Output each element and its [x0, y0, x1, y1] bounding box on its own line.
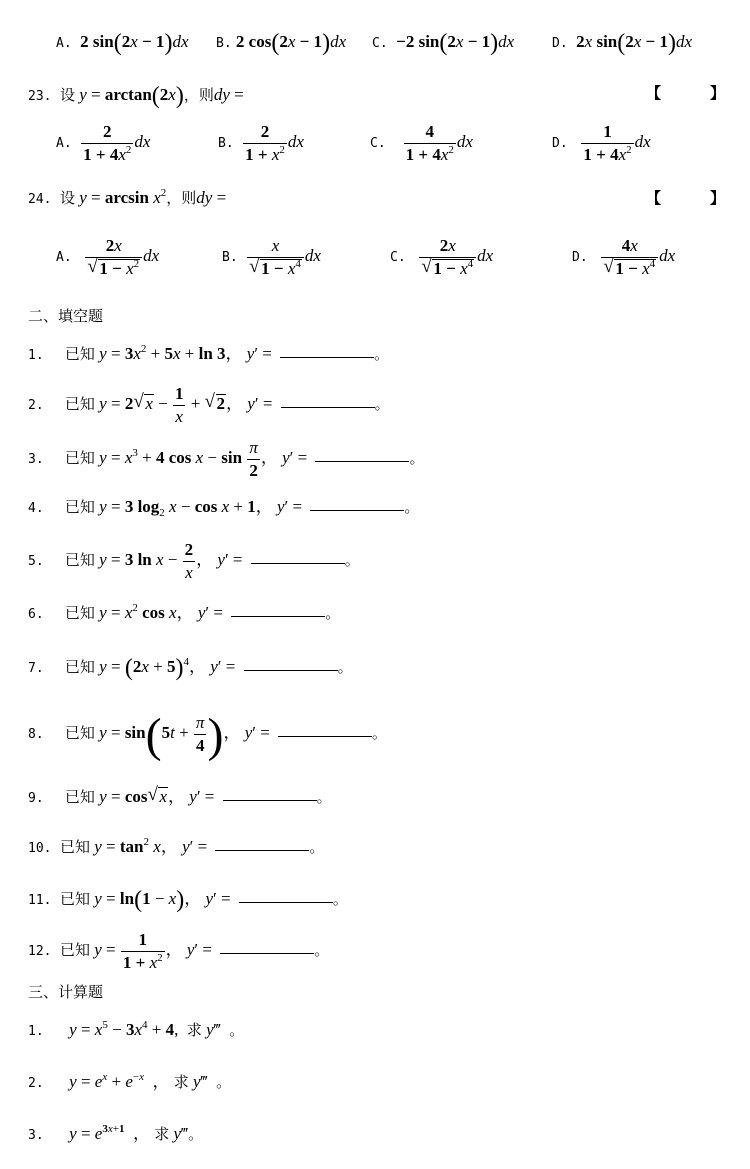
calc-item-2: 2. $y = e^x + e^{-x}$ ， 求 y‴ 。	[28, 1071, 232, 1091]
ask-text: 求	[154, 1125, 170, 1143]
item-number: 2.	[28, 1076, 44, 1091]
question-text: 设	[59, 86, 75, 104]
punct: 。	[372, 724, 388, 742]
fill-item-1: 1. 已知 $y = 3x^2 + 5x + \ln 3$， y′ = 。	[28, 343, 390, 363]
answer-blank[interactable]	[220, 952, 314, 954]
answer-blank[interactable]	[315, 460, 409, 462]
punct: 。	[314, 940, 330, 959]
fill-item-2: 2. 已知 y = 2 √ x − $\frac{1}{x}$ + √ 2， y′ = 。	[28, 384, 390, 426]
punct: 。	[374, 345, 390, 363]
section-title: 三、计算题	[28, 983, 104, 1001]
item-number: 10.	[28, 841, 52, 856]
item-prefix: 已知	[64, 788, 95, 806]
item-prefix: 已知	[59, 940, 90, 959]
item-prefix: 已知	[64, 394, 95, 413]
ask-text: 求	[173, 1073, 189, 1091]
option-label: D.	[552, 135, 568, 151]
punct: 。	[229, 1021, 245, 1039]
q23-option-a: A. $\frac{2}{1 + 4x^2}$ dx	[56, 122, 151, 164]
item-prefix: 已知	[64, 345, 95, 363]
item-prefix: 已知	[59, 838, 90, 856]
q23-option-c: C. $\frac{4}{1 + 4x^2}$ dx	[370, 122, 473, 164]
option-label: C.	[390, 250, 406, 266]
q23-option-d: D. $\frac{1}{1 + 4x^2}$ dx	[552, 122, 651, 164]
answer-bracket-open: 【	[646, 189, 662, 207]
fill-item-4: 4. 已知 y = 3 $\log_2 x - \cos x + 1$， y′ = 。	[28, 497, 420, 519]
option-label: D.	[572, 250, 588, 266]
item-prefix: 已知	[64, 498, 95, 516]
option-label: C.	[370, 135, 386, 151]
answer-blank[interactable]	[278, 735, 372, 737]
q22-option-d: D. 2x sin(2x − 1)dx	[552, 30, 693, 56]
option-label: A.	[56, 250, 72, 266]
item-number: 8.	[28, 727, 44, 742]
item-number: 7.	[28, 661, 44, 676]
answer-blank[interactable]	[244, 669, 338, 671]
option-label: B.	[222, 250, 238, 266]
item-number: 12.	[28, 943, 52, 959]
punct: 。	[316, 788, 332, 806]
item-number: 1.	[28, 1024, 44, 1039]
option-label: D.	[552, 36, 568, 51]
answer-blank[interactable]	[280, 356, 374, 358]
item-number: 3.	[28, 451, 44, 467]
punct: 。	[332, 890, 348, 908]
answer-blank[interactable]	[231, 615, 325, 617]
item-prefix: 已知	[64, 448, 95, 467]
q24-option-a: A. 2x √ $1 - x^2$ dx	[56, 236, 160, 278]
q24-option-b: B. x √ $1 - x^4$ dx	[222, 236, 321, 278]
q22-option-c: C. −2 sin(2x − 1)dx	[372, 30, 515, 56]
question-text: 设	[59, 189, 75, 207]
calc-item-1: 1. $y = x^5 - 3x^4 + 4$, 求 y‴ 。	[28, 1019, 245, 1039]
item-number: 4.	[28, 501, 44, 516]
answer-blank[interactable]	[281, 406, 375, 408]
answer-bracket-close: 】	[710, 84, 726, 102]
question-number: 23.	[28, 89, 52, 104]
answer-blank[interactable]	[223, 799, 317, 801]
option-label: C.	[372, 36, 388, 51]
fill-item-9: 9. 已知 y = cos √ x， y′ = 。	[28, 784, 332, 806]
calc-item-3: 3. $y = e^{3x+1}$ ， 求 y‴。	[28, 1123, 204, 1143]
q22-option-b: B. 2 cos(2x − 1)dx	[216, 30, 347, 56]
item-prefix: 已知	[64, 604, 95, 622]
item-prefix: 已知	[64, 724, 95, 742]
punct: 。	[337, 658, 353, 676]
answer-blank[interactable]	[215, 849, 309, 851]
punct: 。	[409, 448, 425, 467]
q24-option-d: D. 4x √ $1 - x^4$ dx	[572, 236, 676, 278]
punct: 。	[309, 838, 325, 856]
punct: 。	[374, 394, 390, 413]
item-number: 2.	[28, 397, 44, 413]
section-title: 二、填空题	[28, 307, 104, 325]
q22-option-a: A. 2 sin(2x − 1)dx	[56, 30, 189, 56]
item-prefix: 已知	[64, 550, 95, 569]
item-number: 11.	[28, 893, 52, 908]
item-prefix: 已知	[59, 890, 90, 908]
answer-blank[interactable]	[310, 509, 404, 511]
fill-item-10: 10. 已知 $y = \tan^2 x$， y′ = 。	[28, 836, 325, 856]
ask-text: 求	[186, 1021, 202, 1039]
answer-blank[interactable]	[239, 901, 333, 903]
punct: 。	[404, 498, 420, 516]
item-number: 1.	[28, 348, 44, 363]
fill-item-6: 6. 已知 $y = x^2$ cos x， y′ = 。	[28, 602, 341, 622]
option-label: A.	[56, 36, 72, 51]
answer-bracket-close: 】	[710, 189, 726, 207]
item-number: 6.	[28, 607, 44, 622]
punct: 。	[325, 604, 341, 622]
item-prefix: 已知	[64, 658, 95, 676]
question-number: 24.	[28, 192, 52, 207]
item-number: 9.	[28, 791, 44, 806]
item-number: 5.	[28, 553, 44, 569]
fill-item-11: 11. 已知 y = ln(1 − x)， y′ = 。	[28, 887, 348, 913]
option-label: B.	[218, 135, 234, 151]
question-24: 24. 设 $y = \arcsin x^2$，则dy =	[28, 187, 227, 207]
item-number: 3.	[28, 1128, 44, 1143]
answer-bracket-open: 【	[646, 84, 662, 102]
punct: 。	[188, 1125, 204, 1143]
fill-item-8: 8. 已知 y = sin(5t + $\frac{\pi}{4}$ )， y′ = 。	[28, 709, 388, 762]
answer-blank[interactable]	[251, 562, 345, 564]
option-label: A.	[56, 135, 72, 151]
fill-item-3: 3. 已知 $y = x^3 + 4$ cos x − sin $\frac{\pi}{2}$ ， y′ = 。	[28, 438, 425, 480]
q24-option-c: C. 2x √ $1 - x^4$ dx	[390, 236, 494, 278]
question-23: 23. 设 y = arctan(2x)，则dy =	[28, 83, 244, 109]
q23-option-b: B. $\frac{2}{1 + x^2}$ dx	[218, 122, 304, 164]
fill-item-12: 12. 已知 y = $\frac{1}{1 + x^2}$ ， y′ = 。	[28, 930, 330, 972]
fill-item-5: 5. 已知 y = 3 ln x − $\frac{2}{x}$ ， y′ = 。	[28, 540, 360, 582]
fill-item-7: 7. 已知 $y = (2x + 5)^4$， y′ = 。	[28, 655, 353, 681]
punct: 。	[216, 1073, 232, 1091]
question-text: ，则	[183, 86, 214, 104]
question-text: ，则	[166, 189, 197, 207]
punct: 。	[344, 550, 360, 569]
option-label: B.	[216, 36, 232, 51]
